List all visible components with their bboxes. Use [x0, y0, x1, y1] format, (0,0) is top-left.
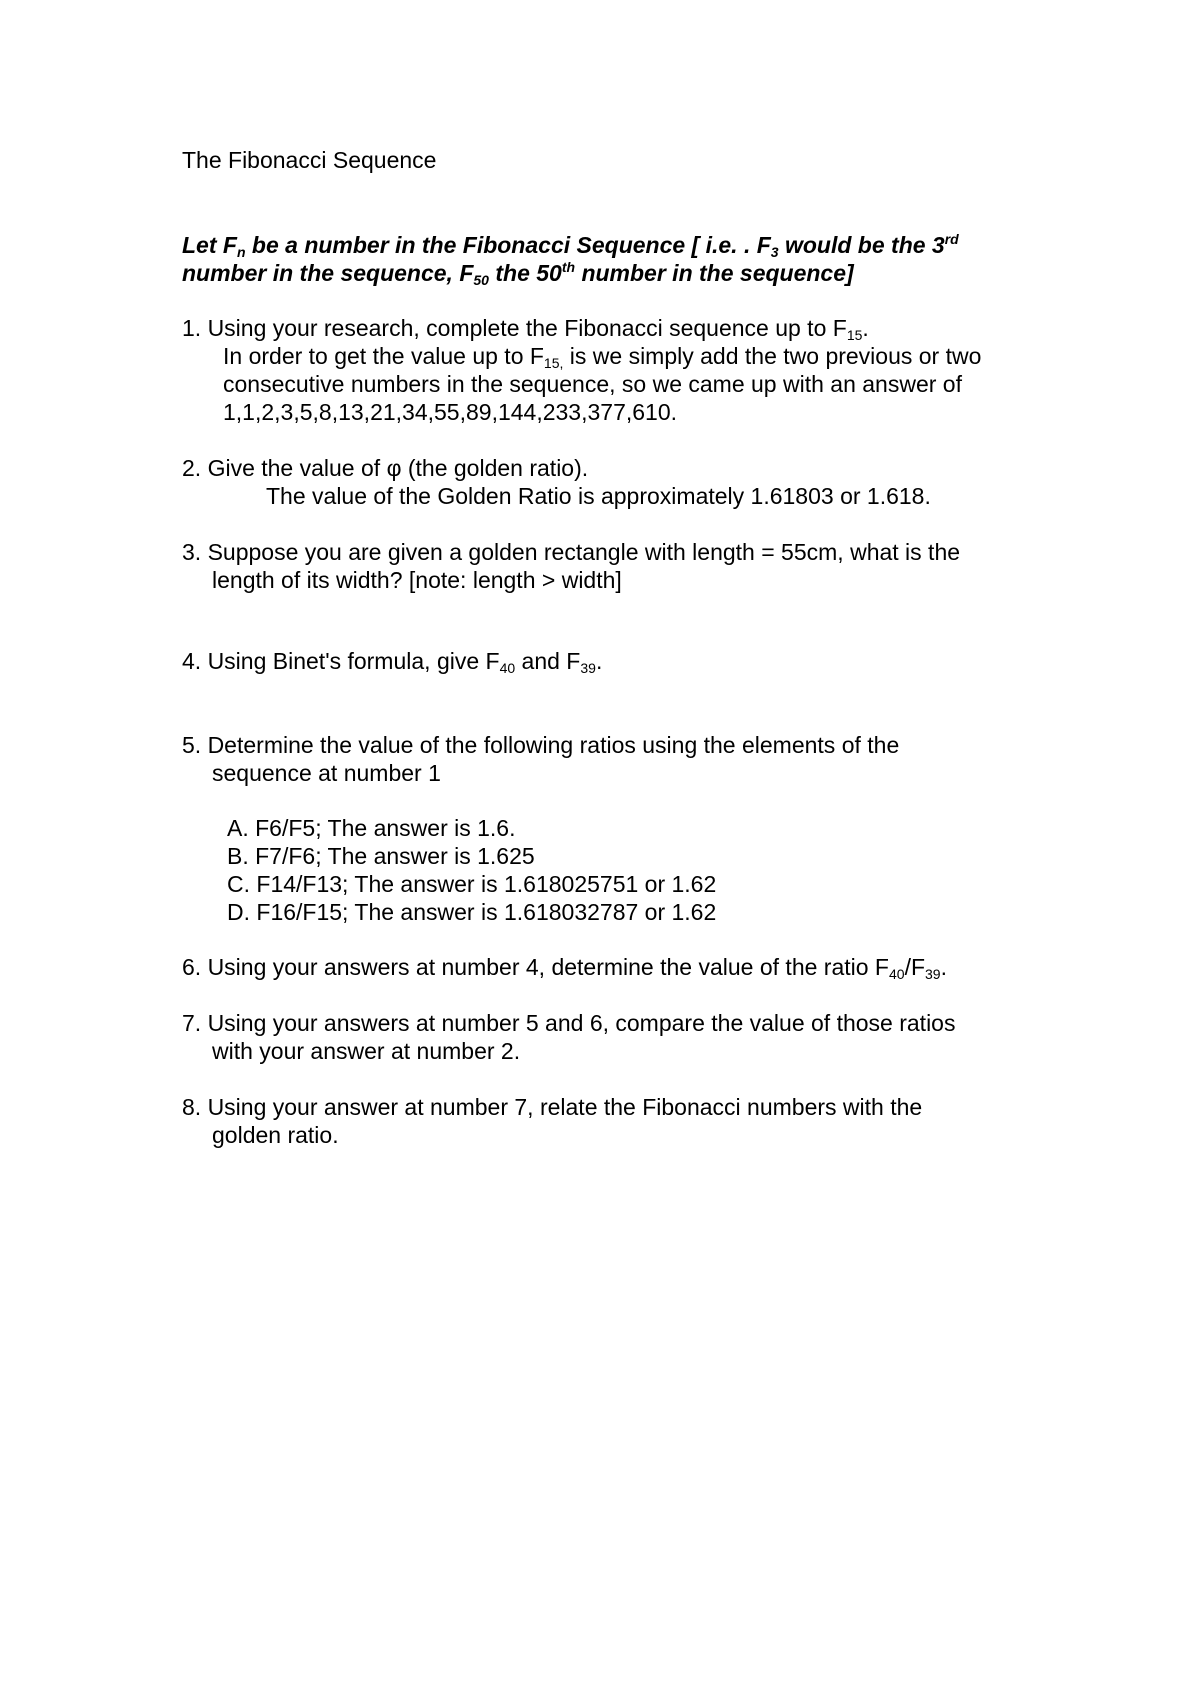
question-subscript: 39	[925, 966, 941, 982]
question-text: /F	[904, 954, 926, 980]
answer-text: is we simply add the two previous or two	[563, 343, 982, 369]
intro-superscript: th	[561, 259, 576, 275]
answer-1-line-2: consecutive numbers in the sequence, so we came up with an answer of	[223, 371, 962, 397]
question-1	[182, 314, 869, 342]
question-text: 6. Using your answers at number 4, determine the value of the ratio F	[182, 954, 889, 980]
question-subscript: 15	[846, 327, 863, 343]
question-3-line-2: length of its width? [note: length > width]	[212, 567, 622, 593]
answer-2: The value of the Golden Ratio is approximately 1.61803 or 1.618.	[266, 483, 931, 509]
question-8-line-2: golden ratio.	[212, 1122, 339, 1148]
question-text: .	[595, 648, 603, 674]
question-text: 4. Using Binet's formula, give F	[182, 648, 500, 674]
intro-text: Let F	[182, 232, 237, 258]
question-text: and F	[515, 648, 581, 674]
intro-text: number in the sequence, F	[182, 260, 474, 286]
question-4	[182, 647, 602, 675]
answer-subscript: 15,	[543, 355, 564, 371]
question-8-line-1: 8. Using your answer at number 7, relate the Fibonacci numbers with the	[182, 1094, 923, 1120]
question-5-line-1: 5. Determine the value of the following ratios using the elements of the	[182, 732, 900, 758]
intro-line-1	[182, 231, 959, 259]
answer-1-line-3: 1,1,2,3,5,8,13,21,34,55,89,144,233,377,610.	[223, 399, 678, 425]
intro-text: be a number in the Fibonacci Sequence [ i.e. . F	[245, 232, 771, 258]
document-title: The Fibonacci Sequence	[182, 147, 437, 173]
intro-text: number in the sequence]	[575, 260, 854, 286]
question-3-line-1: 3. Suppose you are given a golden rectangle with length = 55cm, what is the	[182, 539, 961, 565]
question-7-line-2: with your answer at number 2.	[212, 1038, 521, 1064]
answer-5b: B. F7/F6; The answer is 1.625	[227, 843, 535, 869]
intro-subscript: n	[236, 244, 246, 260]
answer-5d: D. F16/F15; The answer is 1.618032787 or 1.62	[227, 899, 717, 925]
question-5-line-2: sequence at number 1	[212, 760, 441, 786]
intro-superscript: rd	[944, 231, 959, 247]
intro-subscript: 3	[770, 244, 779, 260]
answer-1-line-1	[223, 342, 981, 370]
intro-line-2	[182, 259, 854, 287]
question-6	[182, 953, 947, 981]
answer-text: In order to get the value up to F	[223, 343, 544, 369]
question-subscript: 40	[888, 966, 905, 982]
answer-5a: A. F6/F5; The answer is 1.6.	[227, 815, 516, 841]
question-text: .	[940, 954, 947, 980]
question-text: 1. Using your research, complete the Fibonacci sequence up to F	[182, 315, 847, 341]
question-7-line-1: 7. Using your answers at number 5 and 6, compare the value of those ratios	[182, 1010, 956, 1036]
intro-subscript: 50	[473, 272, 489, 288]
question-text: .	[862, 315, 869, 341]
question-subscript: 39	[580, 660, 596, 676]
intro-text: the 50	[488, 260, 562, 286]
question-subscript: 40	[499, 660, 516, 676]
intro-text: would be the 3	[778, 232, 945, 258]
question-2: 2. Give the value of φ (the golden ratio).	[182, 455, 589, 481]
answer-5c: C. F14/F13; The answer is 1.618025751 or 1.62	[227, 871, 717, 897]
